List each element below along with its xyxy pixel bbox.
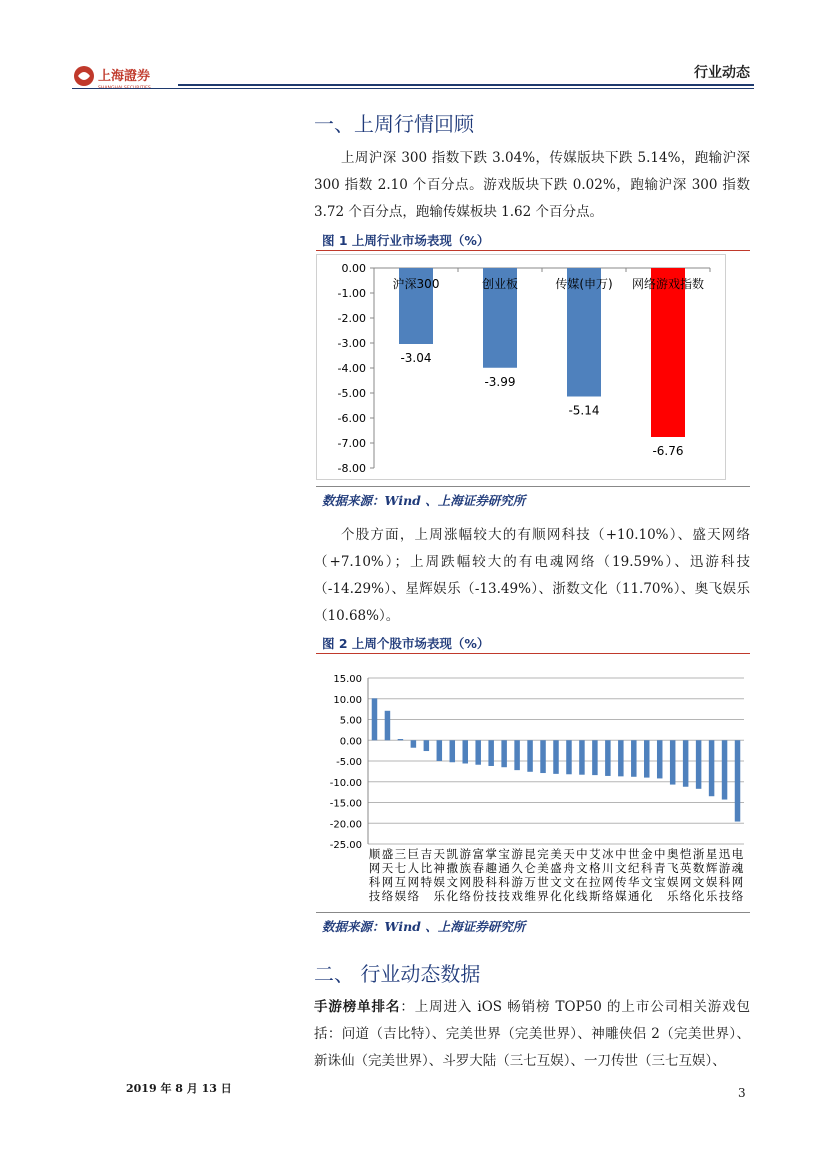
chart1-category-label: 传媒(申万) [555,277,613,291]
chart2-category-label: 游族网络 [459,847,471,903]
chart1-y-tick-label: -4.00 [337,362,366,375]
chart2-category-label: 中文在线 [576,847,588,903]
section2-label: 手游榜单排名 [314,999,401,1015]
section1-paragraph2: 个股方面，上周涨幅较大的有顺网科技（+10.10%）、盛天网络（+7.10%）；上周跌幅较大的有电魂网络（19.59%）、迅游科技（-14.29%）、星辉娱乐（-13.49%）、浙数文化（11.70%）、奥飞娱乐（10.68%）。 [314,527,750,624]
chart2-category-label: 富春股份 [472,847,484,903]
chart2-category-label: 盛天网络 [381,847,394,903]
chart2-category-label: 艾格拉斯 [589,847,601,903]
chart2-bar [592,740,598,775]
header-rule-thin [72,88,754,89]
figure1-chart [316,254,726,480]
section1-title: 一、上周行情回顾 [314,112,474,136]
chart2-category-label: 掌趣科技 [485,847,497,903]
chart2-bar [527,740,533,772]
chart1-bar [651,268,685,437]
chart1-category-label: 创业板 [481,277,519,291]
chart1-value-label: -5.14 [568,403,600,418]
chart2-bar [437,740,443,761]
chart1-y-tick-label: -3.00 [337,337,366,350]
chart2-category-label: 世纪华通 [628,847,640,903]
chart2-category-label: 浙数文化 [692,847,705,903]
chart2-bar [385,711,391,740]
chart1-y-tick-label: 0.00 [341,262,366,275]
chart2-bar [424,740,430,751]
section2-title: 二、 行业动态数据 [314,962,481,986]
chart2-bar [462,740,468,763]
figure2-top-rule [316,653,750,654]
figure2-bottom-rule [316,912,750,913]
figure2-source: 数据来源：Wind 、上海证券研究所 [322,919,526,934]
chart2-bar [735,740,741,821]
chart2-bar [372,698,378,740]
chart2-bar [618,740,624,776]
chart2-category-label: 巨人网络 [407,847,420,903]
chart2-category-label: 昆仑万维 [524,847,536,903]
chart2-category-label: 完美世界 [537,847,549,903]
chart2-bar [540,740,546,773]
chart2-y-tick-label: -20.00 [329,819,362,831]
chart2-bar [475,740,481,764]
chart2-category-label: 顺网科技 [368,847,381,903]
chart2-category-label: 中文传媒 [615,847,627,903]
chart2-category-label: 迅游科技 [718,847,731,903]
chart2-category-label: 电魂网络 [731,847,744,903]
figure1-source: 数据来源：Wind 、上海证券研究所 [322,493,526,508]
chart1-y-tick-label: -6.00 [337,412,366,425]
chart2-category-label: 三七互娱 [394,847,407,903]
chart1-category-label: 网络游戏指数 [631,277,705,291]
chart2-bar [657,740,663,778]
chart2-bar [411,740,417,747]
chart1-value-label: -6.76 [652,444,684,458]
chart2-y-tick-label: -15.00 [329,798,362,810]
chart2-category-label: 恺英网络 [679,847,692,903]
figure1-top-rule [316,250,750,251]
chart2-bar [683,740,689,786]
chart2-category-label: 中青宝 [653,847,666,889]
chart2-bar [450,740,456,762]
chart1-y-tick-label: -1.00 [337,287,366,300]
chart2-category-label: 奥飞娱乐 [666,847,679,903]
chart2-y-tick-label: -25.00 [329,840,362,851]
header-rule [178,84,754,86]
page-number: 3 [738,1086,746,1100]
chart2-category-label: 凯撒文化 [446,847,459,903]
chart2-category-label: 星辉娱乐 [705,847,718,903]
chart2-bar [566,740,572,774]
chart1-y-tick-label: -5.00 [337,387,366,400]
chart1-category-label: 沪深300 [392,277,440,291]
chart1-y-tick-label: -2.00 [337,312,366,325]
chart2-bar [644,740,650,777]
chart2-bar [501,740,507,767]
footer-date: 2019 年 8 月 13 日 [126,1082,232,1095]
chart2-category-label: 冰川网络 [602,847,614,903]
chart2-y-tick-label: -10.00 [329,777,362,789]
chart2-category-label: 吉比特 [420,847,433,889]
chart2-category-label: 天神娱乐 [433,847,446,903]
logo-text: 上海證券 [98,69,151,84]
chart1-value-label: -3.99 [484,374,516,389]
section2-paragraph-block [314,994,750,1075]
chart2-bar [553,740,559,774]
figure1-title: 图 1 上周行业市场表现（%） [322,233,490,248]
chart1-y-tick-label: -7.00 [337,437,366,450]
chart2-y-tick-label: 10.00 [333,694,362,706]
chart2-bar [631,740,637,777]
logo-subtext: SHANGHAI SECURITIES [98,86,151,91]
chart2-bar [398,739,404,740]
chart2-category-label: 美盛文化 [550,847,562,903]
chart2-y-tick-label: 15.00 [333,674,362,685]
section2-paragraph: ：上周进入 iOS 畅销榜 TOP50 的上市公司相关游戏包括：问道（吉比特）、完美世界（完美世界）、神雕侠侣 2（完美世界）、新诛仙（完美世界）、斗罗大陆（三七互娱）、一刀传世（三七互娱）、 [314,999,751,1069]
chart2-y-tick-label: -5.00 [336,757,362,768]
chart2-bar [696,740,702,789]
figure1-bottom-rule [316,486,750,487]
chart2-bar [488,740,494,766]
chart2-bar [722,740,728,799]
chart2-y-tick-label: 0.00 [339,736,362,748]
chart2-category-label: 金科文化 [641,847,653,903]
chart2-bar [514,740,520,770]
figure2-chart [316,660,750,904]
chart2-bar [670,740,676,784]
chart2-bar [579,740,585,774]
chart2-bar [709,740,715,796]
chart1-value-label: -3.04 [400,351,432,365]
chart1-y-tick-label: -8.00 [337,462,366,475]
figure2-title: 图 2 上周个股市场表现（%） [322,636,490,651]
chart2-category-label: 宝通科技 [498,847,510,903]
header-section-label: 行业动态 [694,65,750,81]
section1-paragraph1: 上周沪深 300 指数下跌 3.04%，传媒版块下跌 5.14%，跑输沪深 300 指数 2.10 个百分点。游戏版块下跌 0.02%，跑输沪深 300 指数 3.72 个百分点，跑输传媒板块 1.62 个百分点。 [314,150,750,220]
chart2-category-label: 游久游戏 [511,847,523,903]
chart2-y-tick-label: 5.00 [339,715,362,727]
chart2-category-label: 天舟文化 [563,847,575,903]
chart2-bar [605,740,611,776]
